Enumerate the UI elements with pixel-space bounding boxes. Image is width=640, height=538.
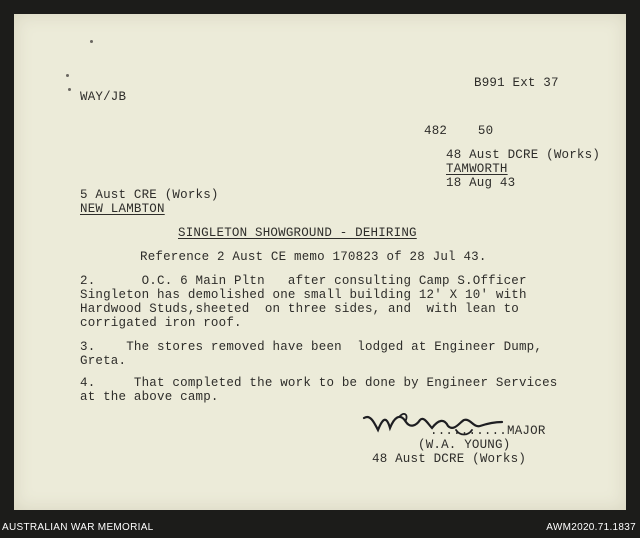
punch-mark	[90, 40, 93, 43]
paragraph-line: 4. That completed the work to be done by Engineer Services	[80, 376, 558, 390]
punch-mark	[68, 88, 71, 91]
from-location: TAMWORTH	[446, 162, 508, 176]
paragraph-line: Singleton has demolished one small building 12' X 10' with	[80, 288, 527, 302]
paragraph-line: corrigated iron roof.	[80, 316, 242, 330]
footer-institution: AUSTRALIAN WAR MEMORIAL	[2, 522, 154, 533]
to-unit: 5 Aust CRE (Works)	[80, 188, 219, 202]
signatory-name: (W.A. YOUNG)	[418, 438, 511, 452]
punch-mark	[66, 74, 69, 77]
paragraph-line: Hardwood Studs,sheeted on three sides, and with lean to	[80, 302, 519, 316]
file-numbers: 482 50	[424, 124, 494, 138]
paragraph-line: at the above camp.	[80, 390, 219, 404]
signature-rank: ..........MAJOR	[430, 424, 546, 438]
reference-left: WAY/JB	[80, 90, 127, 104]
subject-heading: SINGLETON SHOWGROUND - DEHIRING	[178, 226, 417, 240]
paragraph-line: 2. O.C. 6 Main Pltn after consulting Camp S.Officer	[80, 274, 527, 288]
reference-line: Reference 2 Aust CE memo 170823 of 28 Jul 43.	[140, 250, 487, 264]
paragraph-line: 3. The stores removed have been lodged at Engineer Dump,	[80, 340, 543, 354]
to-location: NEW LAMBTON	[80, 202, 165, 216]
file-reference: B991 Ext 37	[474, 76, 559, 90]
document-date: 18 Aug 43	[446, 176, 516, 190]
footer-accession-number: AWM2020.71.1837	[546, 522, 636, 533]
from-unit: 48 Aust DCRE (Works)	[446, 148, 601, 162]
signatory-unit: 48 Aust DCRE (Works)	[372, 452, 527, 466]
paragraph-line: Greta.	[80, 354, 127, 368]
